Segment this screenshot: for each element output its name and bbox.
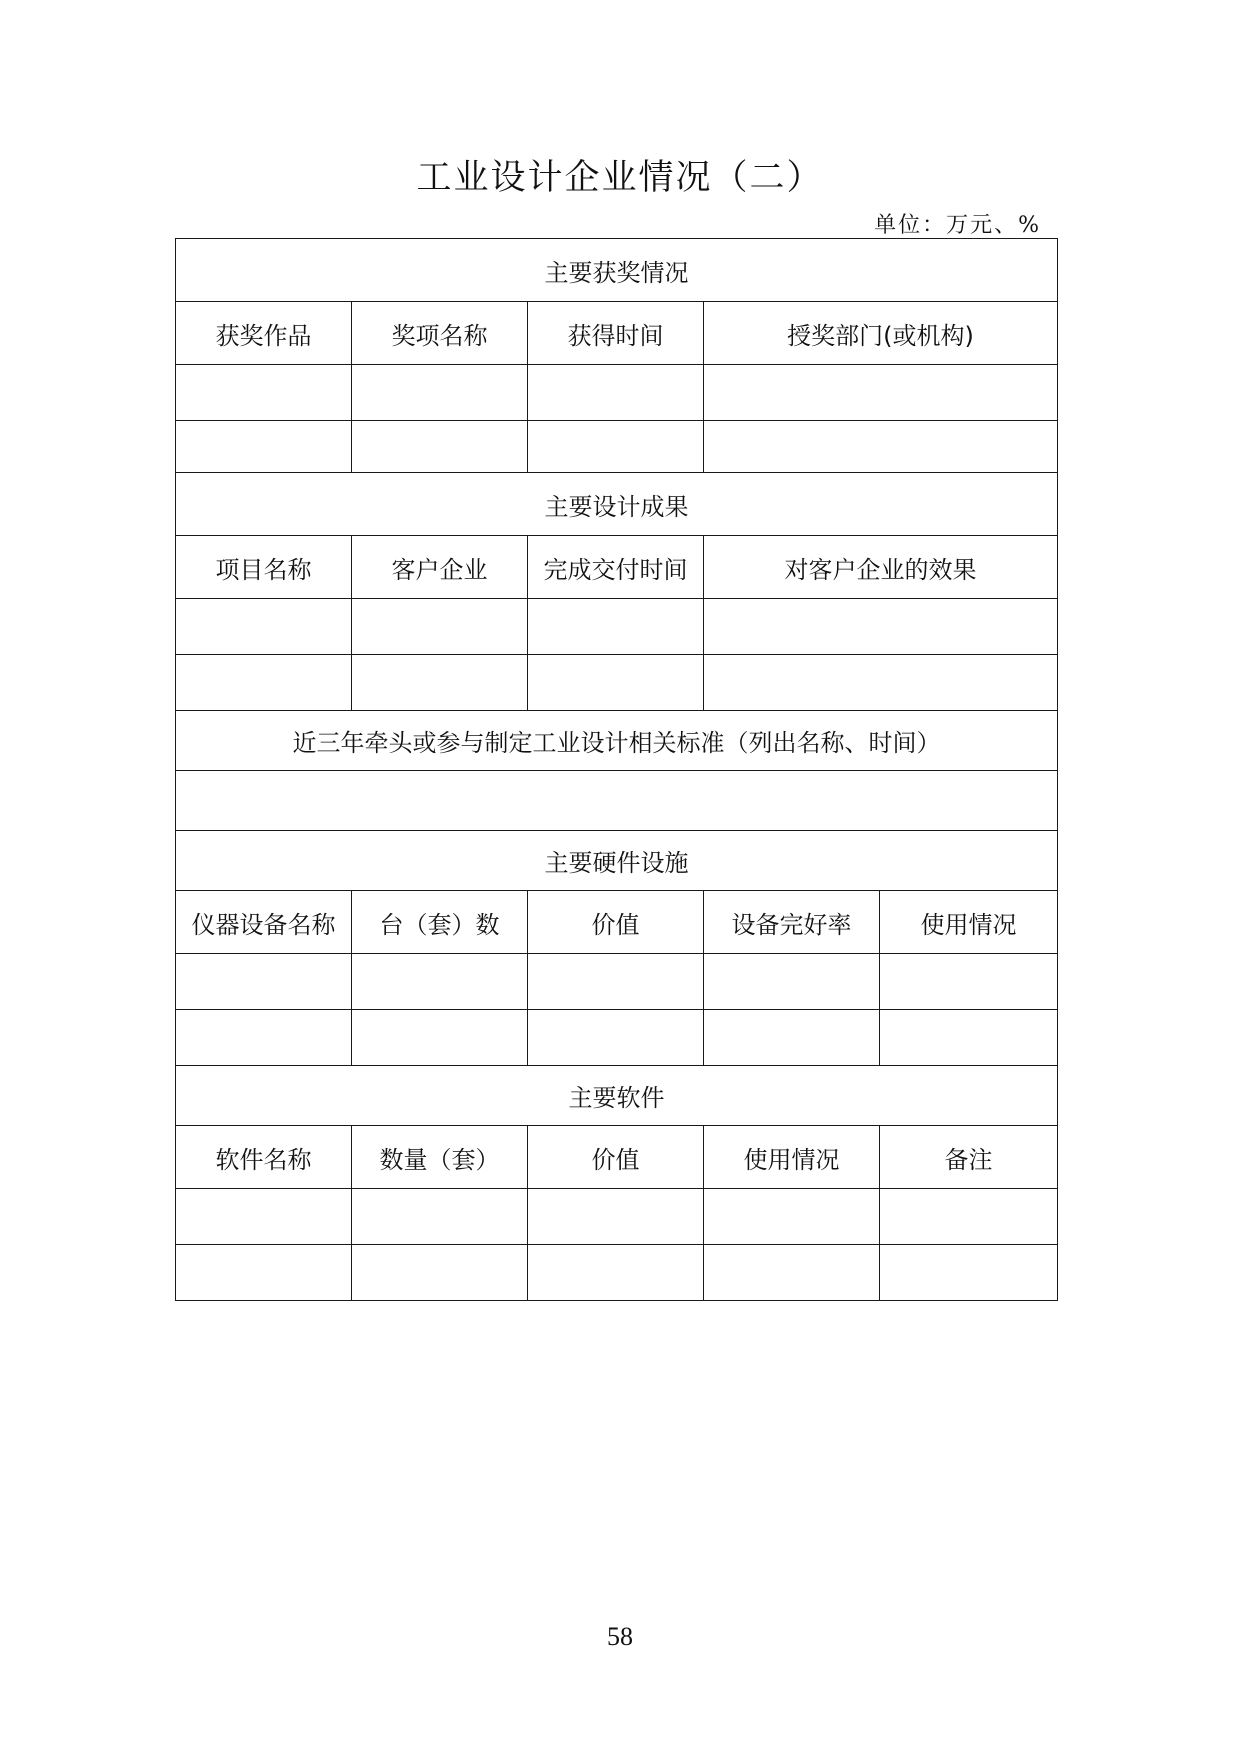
hardware-cell[interactable] bbox=[352, 1010, 528, 1066]
design-header-project: 项目名称 bbox=[176, 536, 352, 599]
design-cell[interactable] bbox=[352, 599, 528, 655]
software-row bbox=[176, 1245, 1058, 1301]
hardware-row bbox=[176, 954, 1058, 1010]
page-number: 58 bbox=[607, 1622, 633, 1651]
enterprise-form-table bbox=[175, 238, 1058, 1301]
software-cell[interactable] bbox=[704, 1245, 880, 1301]
awards-header-award-name: 奖项名称 bbox=[352, 302, 528, 365]
design-results-section-title: 主要设计成果 bbox=[176, 473, 1058, 536]
hardware-header-usage: 使用情况 bbox=[880, 891, 1058, 954]
awards-row bbox=[176, 421, 1058, 473]
hardware-cell[interactable] bbox=[176, 1010, 352, 1066]
hardware-header-intact-rate: 设备完好率 bbox=[704, 891, 880, 954]
software-cell[interactable] bbox=[176, 1245, 352, 1301]
awards-row bbox=[176, 365, 1058, 421]
awards-header-work: 获奖作品 bbox=[176, 302, 352, 365]
software-cell[interactable] bbox=[528, 1189, 704, 1245]
design-header-effect: 对客户企业的效果 bbox=[704, 536, 1058, 599]
design-cell[interactable] bbox=[352, 655, 528, 711]
software-header-remarks: 备注 bbox=[880, 1126, 1058, 1189]
software-cell[interactable] bbox=[880, 1245, 1058, 1301]
software-header-value: 价值 bbox=[528, 1126, 704, 1189]
awards-cell[interactable] bbox=[704, 365, 1058, 421]
design-cell[interactable] bbox=[176, 655, 352, 711]
awards-cell[interactable] bbox=[352, 365, 528, 421]
software-cell[interactable] bbox=[704, 1189, 880, 1245]
software-header-quantity: 数量（套） bbox=[352, 1126, 528, 1189]
design-header-client: 客户企业 bbox=[352, 536, 528, 599]
standards-section-title: 近三年牵头或参与制定工业设计相关标准（列出名称、时间） bbox=[176, 711, 1058, 771]
software-cell[interactable] bbox=[352, 1189, 528, 1245]
hardware-cell[interactable] bbox=[704, 954, 880, 1010]
software-header-usage: 使用情况 bbox=[704, 1126, 880, 1189]
hardware-cell[interactable] bbox=[880, 1010, 1058, 1066]
awards-cell[interactable] bbox=[352, 421, 528, 473]
standards-cell[interactable] bbox=[176, 771, 1058, 831]
hardware-row bbox=[176, 1010, 1058, 1066]
hardware-header-value: 价值 bbox=[528, 891, 704, 954]
software-header-name: 软件名称 bbox=[176, 1126, 352, 1189]
hardware-cell[interactable] bbox=[528, 1010, 704, 1066]
page-title: 工业设计企业情况（二） bbox=[416, 158, 824, 198]
design-cell[interactable] bbox=[528, 655, 704, 711]
hardware-cell[interactable] bbox=[528, 954, 704, 1010]
awards-cell[interactable] bbox=[704, 421, 1058, 473]
design-cell[interactable] bbox=[704, 655, 1058, 711]
hardware-cell[interactable] bbox=[880, 954, 1058, 1010]
hardware-cell[interactable] bbox=[352, 954, 528, 1010]
awards-cell[interactable] bbox=[176, 421, 352, 473]
unit-label: 单位：万元、% bbox=[874, 213, 1041, 238]
awards-cell[interactable] bbox=[528, 365, 704, 421]
hardware-cell[interactable] bbox=[176, 954, 352, 1010]
design-header-delivery-time: 完成交付时间 bbox=[528, 536, 704, 599]
awards-section-title: 主要获奖情况 bbox=[176, 239, 1058, 302]
awards-header-time: 获得时间 bbox=[528, 302, 704, 365]
design-row bbox=[176, 655, 1058, 711]
software-row bbox=[176, 1189, 1058, 1245]
software-section-title: 主要软件 bbox=[176, 1066, 1058, 1126]
hardware-section-title: 主要硬件设施 bbox=[176, 831, 1058, 891]
software-cell[interactable] bbox=[880, 1189, 1058, 1245]
design-cell[interactable] bbox=[176, 599, 352, 655]
hardware-cell[interactable] bbox=[704, 1010, 880, 1066]
software-cell[interactable] bbox=[528, 1245, 704, 1301]
design-row bbox=[176, 599, 1058, 655]
software-cell[interactable] bbox=[352, 1245, 528, 1301]
hardware-header-quantity: 台（套）数 bbox=[352, 891, 528, 954]
design-cell[interactable] bbox=[704, 599, 1058, 655]
hardware-header-device-name: 仪器设备名称 bbox=[176, 891, 352, 954]
awards-cell[interactable] bbox=[528, 421, 704, 473]
software-cell[interactable] bbox=[176, 1189, 352, 1245]
design-cell[interactable] bbox=[528, 599, 704, 655]
awards-header-issuer: 授奖部门(或机构) bbox=[704, 302, 1058, 365]
awards-cell[interactable] bbox=[176, 365, 352, 421]
